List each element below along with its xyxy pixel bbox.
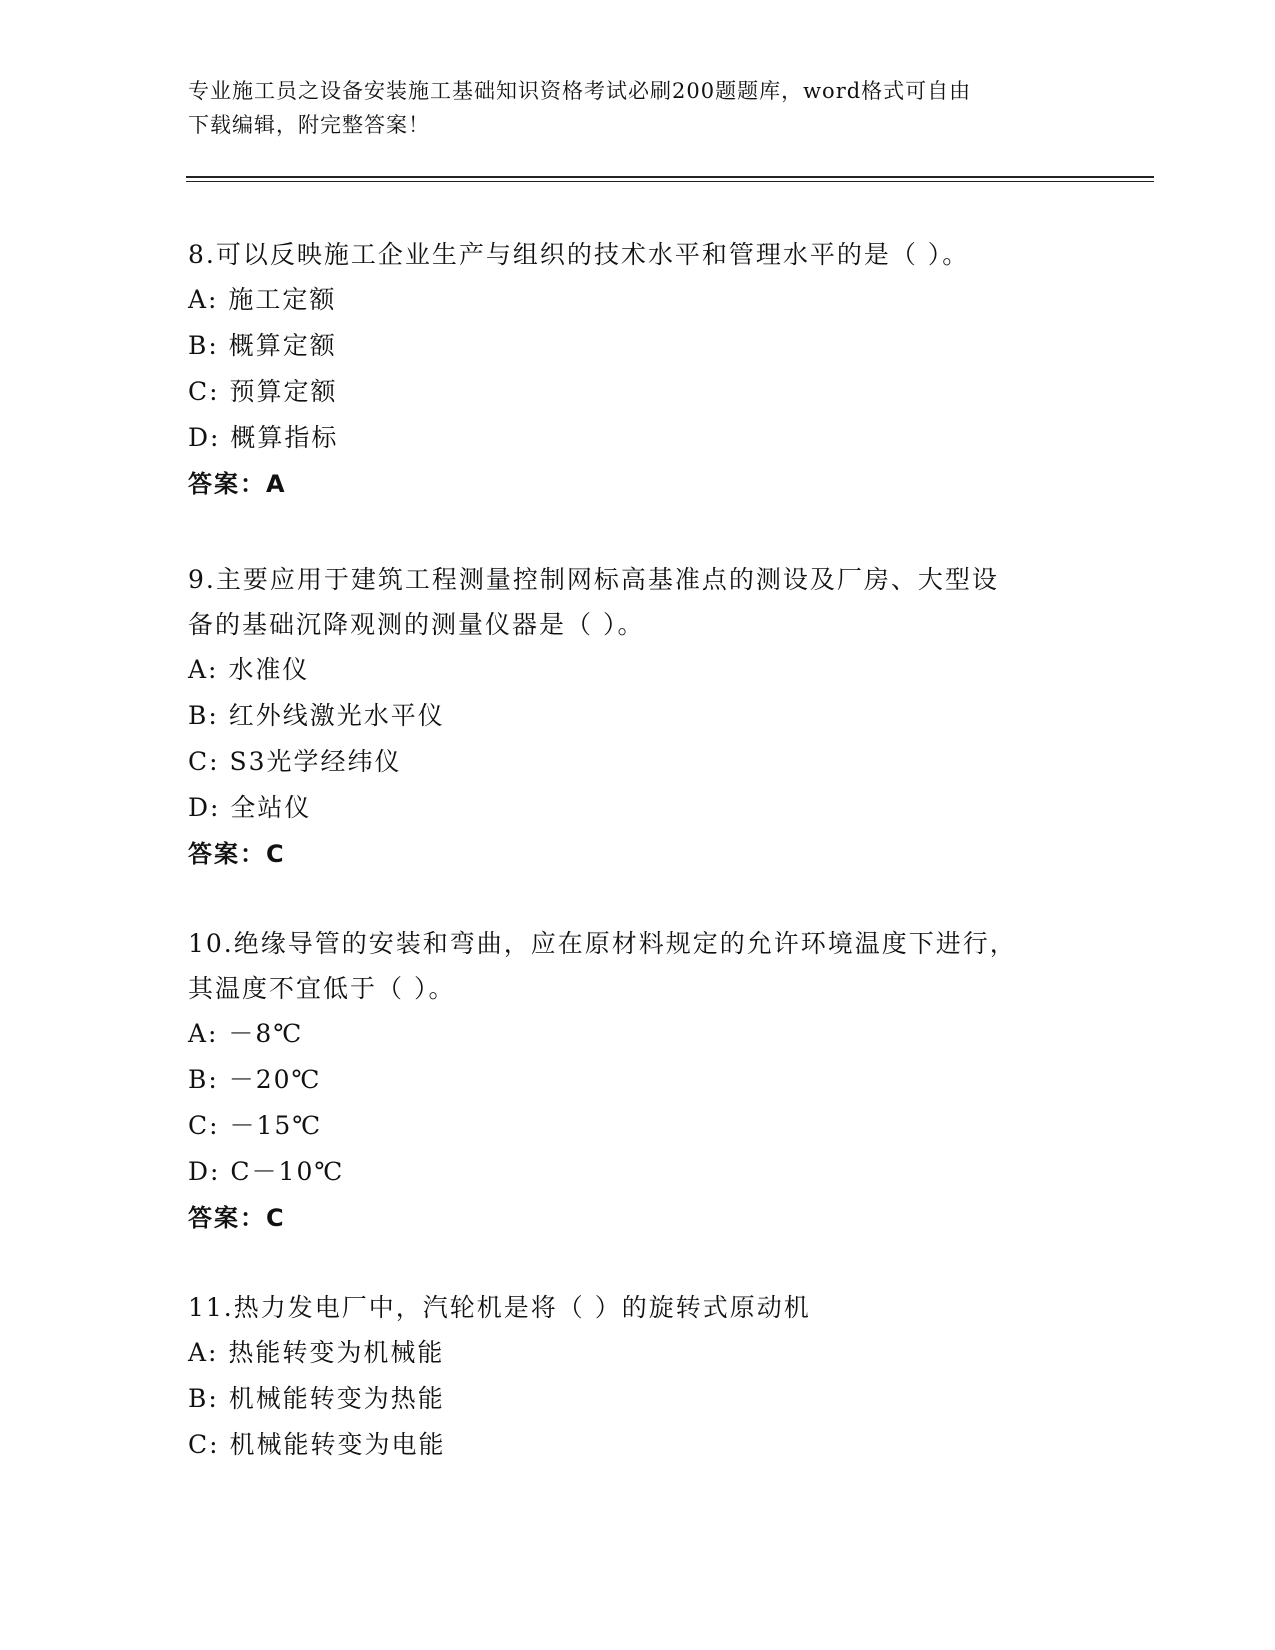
answer: 答案：C xyxy=(188,840,286,868)
question-stem-line-1: 9.主要应用于建筑工程测量控制网标高基准点的测设及厂房、大型设 xyxy=(188,565,999,594)
question-stem-line-1: 10.绝缘导管的安装和弯曲，应在原材料规定的允许环境温度下进行， xyxy=(188,929,1017,958)
answer: 答案：C xyxy=(188,1204,286,1232)
question-stem: 11.热力发电厂中，汽轮机是将（ ）的旋转式原动机 xyxy=(188,1293,811,1322)
document-header xyxy=(188,74,1088,142)
option-a: A: 热能转变为机械能 xyxy=(188,1338,445,1367)
option-d: D: 全站仪 xyxy=(188,793,312,822)
question-10 xyxy=(188,921,1088,1241)
option-c: C: 预算定额 xyxy=(188,377,338,406)
header-line-2: 下载编辑，附完整答案！ xyxy=(188,113,430,137)
option-b: B: 机械能转变为热能 xyxy=(188,1384,445,1413)
option-a: A: 水准仪 xyxy=(188,655,310,684)
option-d: D: C－10℃ xyxy=(188,1157,345,1186)
question-stem: 8.可以反映施工企业生产与组织的技术水平和管理水平的是（ ）。 xyxy=(188,240,970,269)
option-c: C: 机械能转变为电能 xyxy=(188,1430,446,1459)
option-a: A: －8℃ xyxy=(188,1019,304,1048)
option-d: D: 概算指标 xyxy=(188,423,339,452)
option-b: B: 概算定额 xyxy=(188,331,337,360)
header-rule-thick xyxy=(186,176,1154,178)
option-b: B: －20℃ xyxy=(188,1065,322,1094)
question-8 xyxy=(188,232,1088,507)
header-rule-thin xyxy=(186,181,1154,182)
question-11 xyxy=(188,1285,1088,1468)
header-line-1: 专业施工员之设备安装施工基础知识资格考试必刷200题题库，word格式可自由 xyxy=(188,79,972,103)
option-b: B: 红外线激光水平仪 xyxy=(188,701,445,730)
question-stem-line-2: 备的基础沉降观测的测量仪器是（ ）。 xyxy=(188,610,645,639)
option-a: A: 施工定额 xyxy=(188,285,337,314)
question-9 xyxy=(188,557,1088,877)
option-c: C: －15℃ xyxy=(188,1111,323,1140)
option-c: C: S3光学经纬仪 xyxy=(188,747,402,776)
answer: 答案：A xyxy=(188,470,287,498)
question-stem-line-2: 其温度不宜低于（ ）。 xyxy=(188,974,456,1003)
